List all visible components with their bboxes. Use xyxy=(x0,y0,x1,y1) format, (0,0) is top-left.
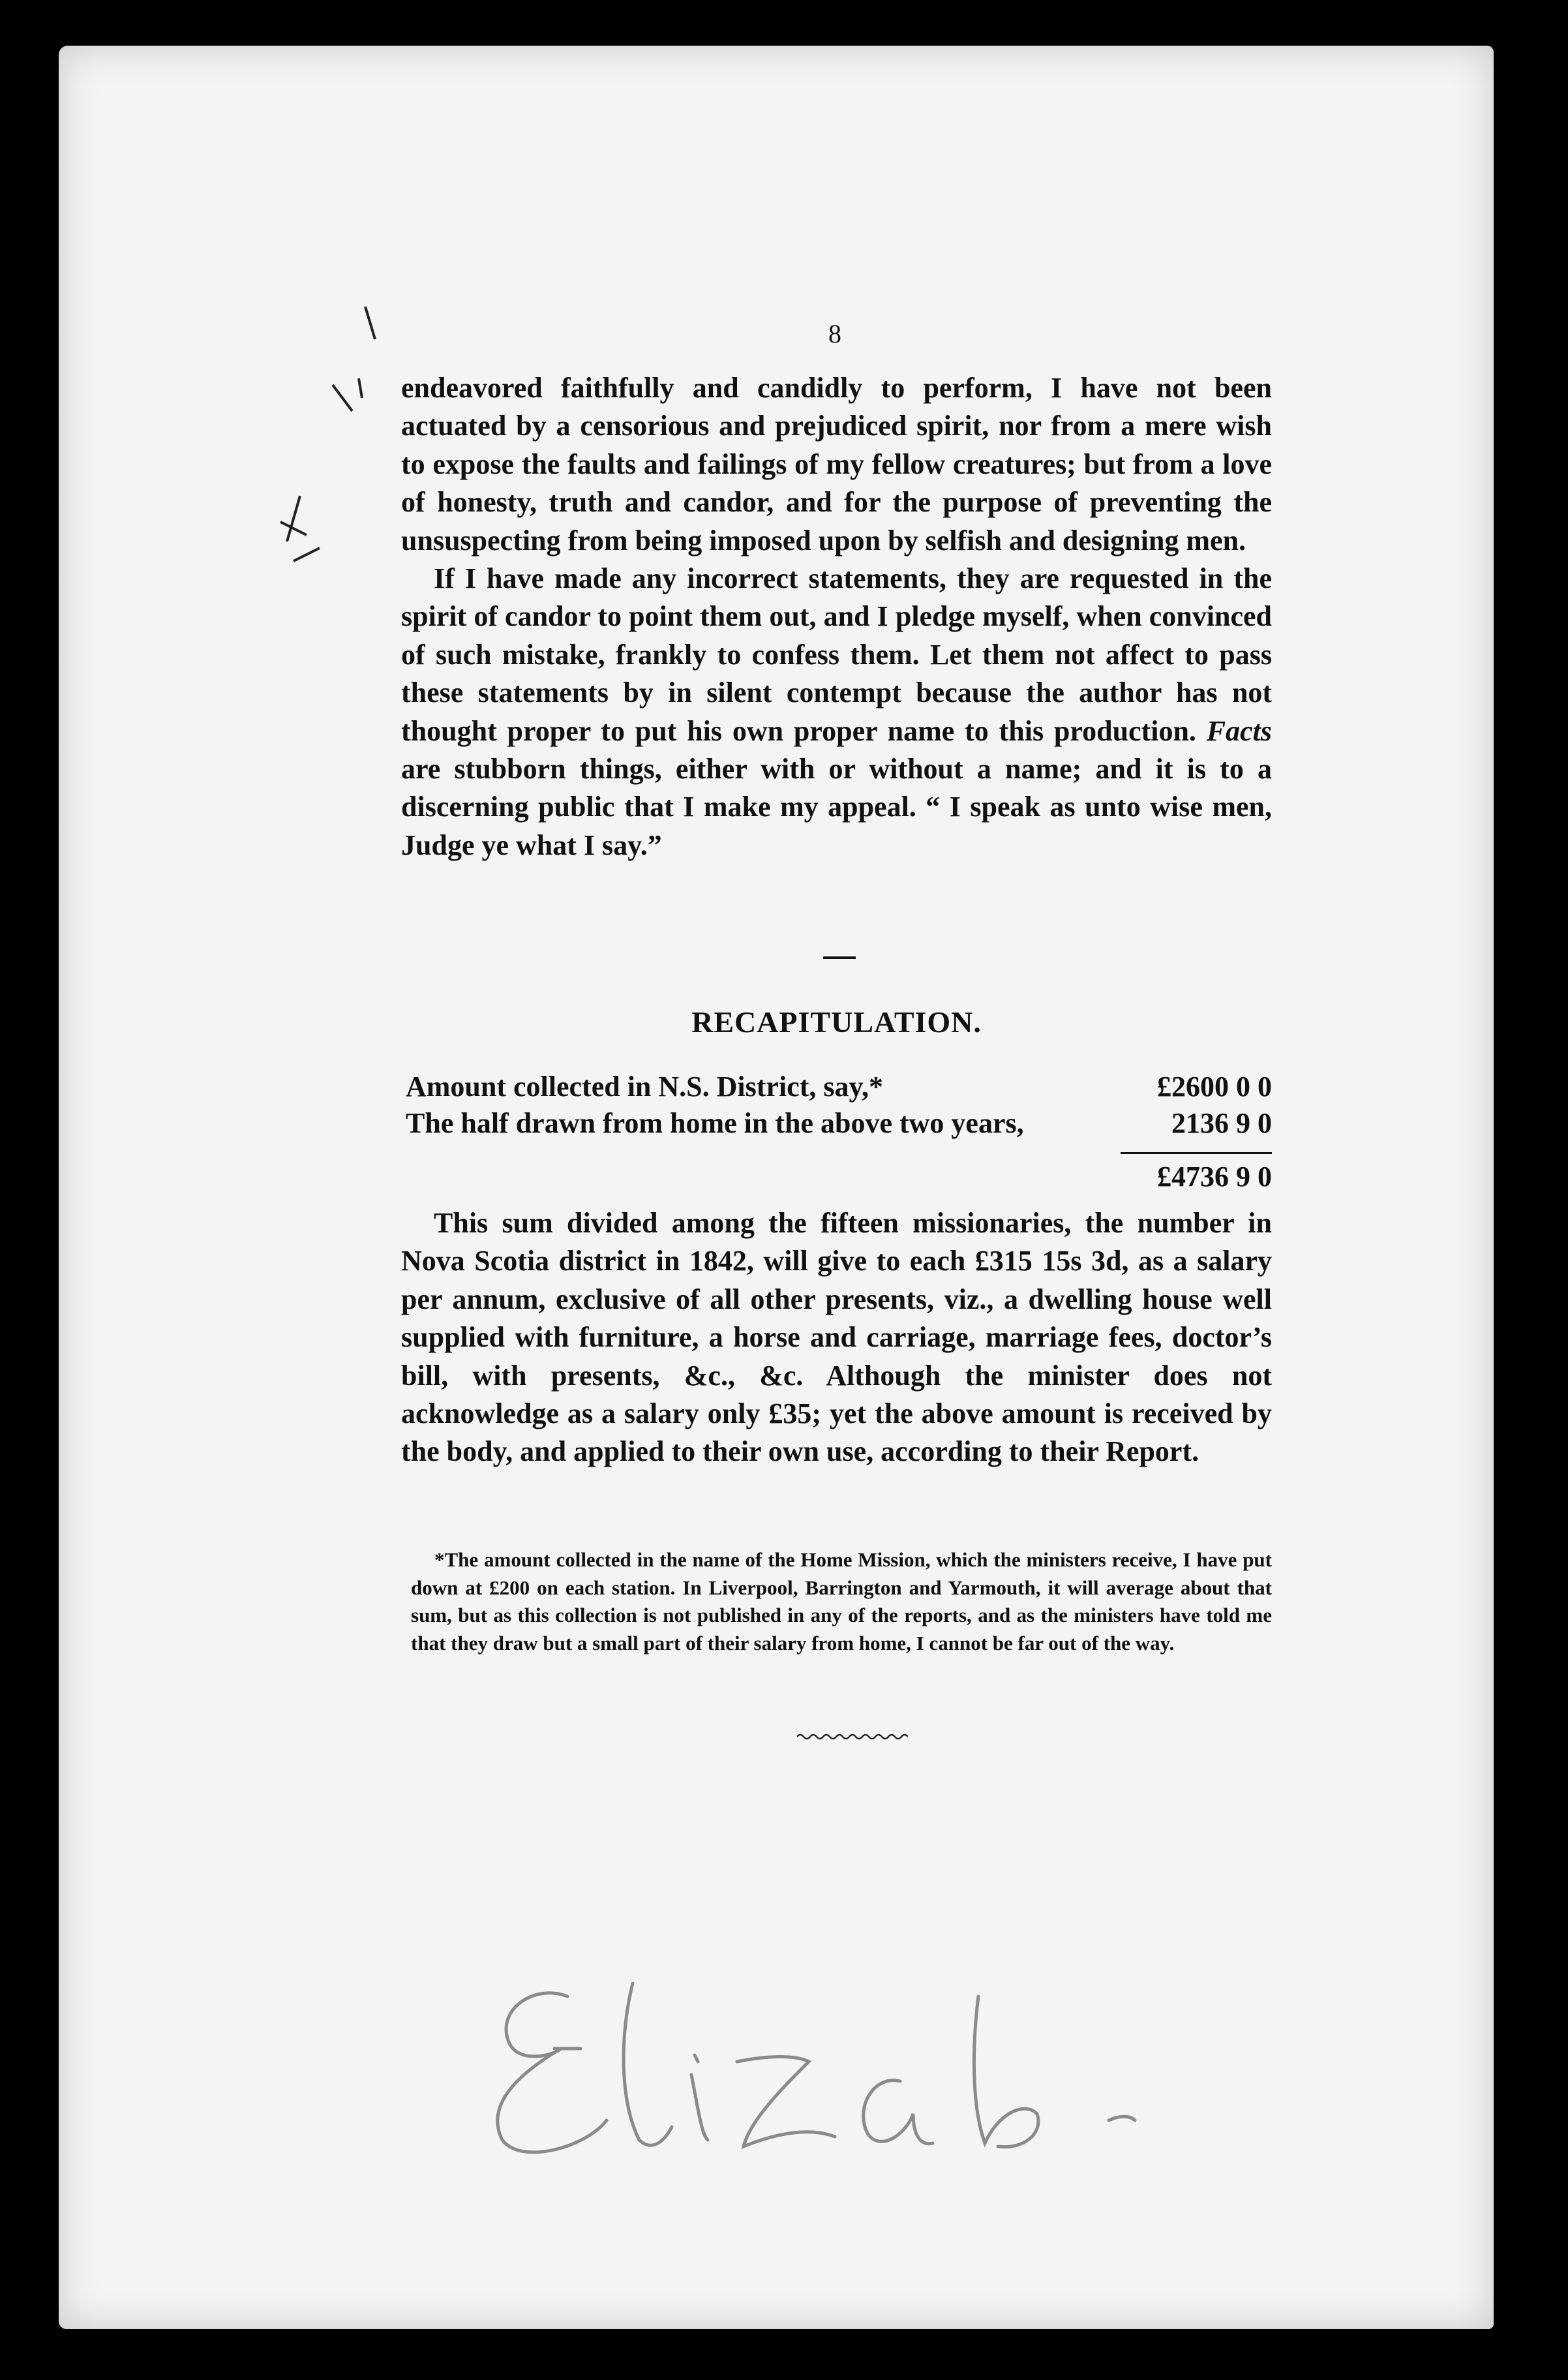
sum-rule xyxy=(1121,1152,1272,1154)
paragraph-1: endeavored faithfully and candidly to perform, I have not been actuated by a censorious and prejudiced spirit, nor from a mere wish to expose the faults and failings of my fellow creatures; but from a love of honesty, truth and candor, and for the purpose of preventing the unsuspecting from being imposed upon by selfish and designing men. xyxy=(401,372,1272,557)
paragraph-2-text: If I have made any incorrect statements, they are requested in the spirit of candor to point them out, and I pledge myself, when convinced of such mistake, frankly to confess them. Let them not affect to pass these statements by in silent contempt because the author has not thought proper to put his own proper name to this production. xyxy=(401,562,1272,747)
recap-total-amount: £4736 9 0 xyxy=(1157,1161,1272,1193)
recap-row-total xyxy=(406,1160,1272,1194)
margin-pencil-marks xyxy=(261,300,391,594)
recap-row-label: The half drawn from home in the above two years, xyxy=(406,1107,1024,1139)
handwritten-signature xyxy=(457,1957,1239,2173)
body-text xyxy=(401,369,1272,864)
page-number: 8 xyxy=(828,319,841,348)
recap-row-collected xyxy=(406,1070,1272,1104)
recap-summary-block xyxy=(401,1204,1272,1471)
paragraph-2-continued: are stubborn things, either with or without a name; and it is to a discerning public that I make my appeal. “ I speak as unto wise men, Judge ye what I say.” xyxy=(401,753,1272,861)
recap-row-amount: £2600 0 0 xyxy=(1157,1071,1272,1103)
footnote-text: *The amount collected in the name of the Home Mission, which the ministers receive, I have put down at £200 on each station. In Liverpool, Barrington and Yarmouth, it will average about that sum, but as this collection is not published in any of the reports, and as the ministers have told me that they draw but a small part of their salary from home, I cannot be far out of the way. xyxy=(411,1548,1272,1655)
recapitulation-heading: RECAPITULATION. xyxy=(691,1005,982,1039)
recap-row-label: Amount collected in N.S. District, say,* xyxy=(406,1071,884,1103)
recap-row-amount: 2136 9 0 xyxy=(1171,1107,1272,1139)
footnote xyxy=(411,1546,1272,1657)
section-divider xyxy=(823,956,856,959)
facts-word: Facts xyxy=(1206,714,1272,747)
recap-row-drawn xyxy=(406,1106,1272,1140)
paragraph-2 xyxy=(401,560,1272,864)
recap-summary: This sum divided among the fifteen missionaries, the number in Nova Scotia district in 1842, will give to each £315 15s 3d, as a salary per annum, exclusive of all other presents, viz., a dwelling house well supplied with furniture, a horse and carriage, marriage fees, doctor’s bill, with presents, &c., &c. Although the minister does not acknowledge as a salary only £35; yet the above amount is received by the body, and applied to their own use, according to their Report. xyxy=(401,1207,1272,1468)
wavy-rule xyxy=(797,1732,908,1741)
